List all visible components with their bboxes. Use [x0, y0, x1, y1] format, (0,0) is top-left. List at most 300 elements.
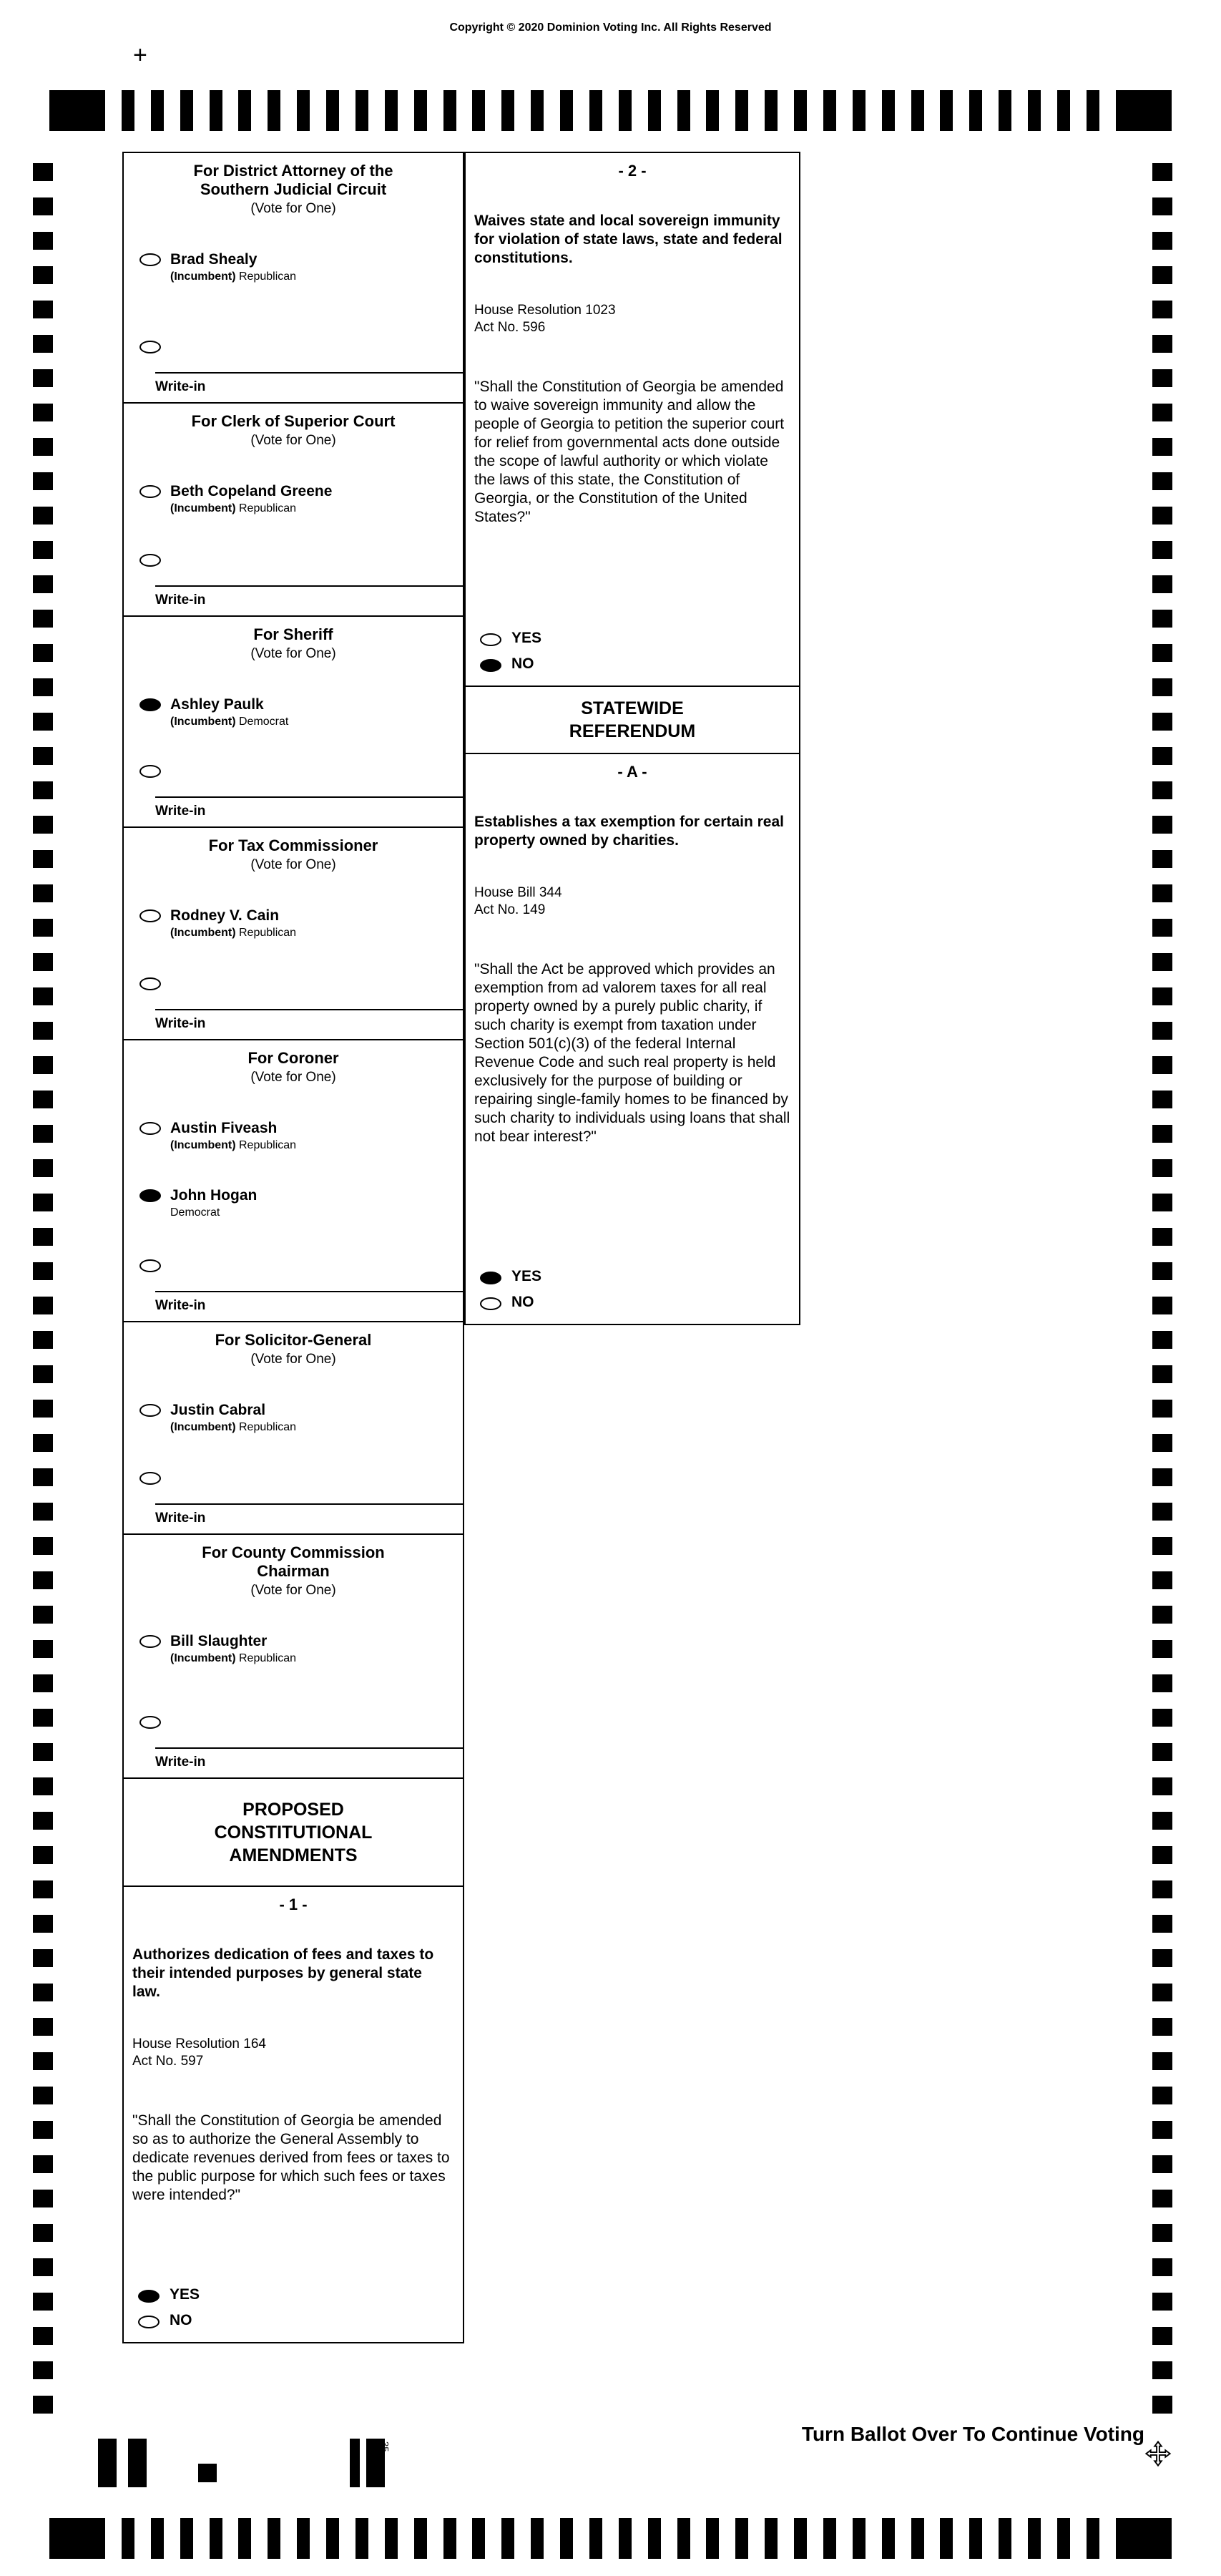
timing-mark	[443, 2518, 456, 2559]
timing-mark	[33, 1674, 53, 1692]
contest-title-line: For Clerk of Superior Court	[191, 412, 396, 430]
option-label: NO	[511, 1294, 534, 1310]
measure-box	[464, 753, 800, 1325]
timing-mark	[33, 1331, 53, 1349]
candidate-option[interactable]	[124, 1402, 463, 1435]
timing-mark	[1152, 678, 1172, 696]
contest-title	[142, 162, 444, 199]
vote-oval[interactable]	[480, 1297, 501, 1310]
candidate-name: Beth Copeland Greene	[170, 483, 333, 499]
timing-mark	[1087, 90, 1099, 131]
timing-mark	[1152, 2327, 1172, 2345]
contest-title-line: For District Attorney of the	[193, 162, 393, 180]
timing-mark	[1152, 747, 1172, 765]
timing-mark	[33, 850, 53, 868]
timing-mark	[969, 90, 982, 131]
timing-mark	[823, 2518, 836, 2559]
timing-mark	[33, 2121, 53, 2139]
timing-mark	[33, 232, 53, 250]
timing-mark	[1152, 1434, 1172, 1452]
measure-option[interactable]	[466, 1294, 799, 1311]
party-label: Republican	[239, 1139, 297, 1151]
stub-mark	[198, 2464, 217, 2482]
timing-mark	[1152, 2396, 1172, 2414]
measure-number: - 1 -	[279, 1896, 308, 1913]
candidate-detail	[170, 1206, 257, 1220]
measure-box	[464, 152, 800, 687]
timing-mark	[940, 90, 953, 131]
timing-mark	[1152, 1022, 1172, 1040]
candidate-text	[170, 483, 332, 516]
timing-mark	[1028, 90, 1041, 131]
party-label: Republican	[239, 927, 297, 939]
section-header-line: PROPOSED	[242, 1799, 344, 1820]
contest-title	[142, 1543, 444, 1581]
timing-mark	[882, 2518, 895, 2559]
timing-mark	[33, 1606, 53, 1624]
timing-mark	[33, 1743, 53, 1761]
timing-mark	[151, 90, 164, 131]
write-in-line[interactable]	[155, 1503, 463, 1505]
stub-number: 35	[380, 2441, 391, 2452]
timing-mark	[414, 2518, 427, 2559]
timing-mark	[1152, 2224, 1172, 2242]
contest-title	[142, 836, 444, 855]
vote-for-instruction: (Vote for One)	[250, 1352, 336, 1367]
write-in-line[interactable]	[155, 1009, 463, 1010]
timing-mark	[1152, 816, 1172, 834]
contest-title-line: For Solicitor-General	[215, 1331, 372, 1349]
measure-option[interactable]	[124, 2312, 463, 2329]
timing-mark	[911, 90, 924, 131]
timing-mark	[1152, 541, 1172, 559]
timing-mark	[1152, 404, 1172, 421]
timing-mark	[1152, 2258, 1172, 2276]
option-label: YES	[511, 1268, 542, 1284]
timing-mark	[1152, 1159, 1172, 1177]
timing-mark	[33, 197, 53, 215]
contest-title	[142, 1049, 444, 1068]
write-in-oval[interactable]	[139, 1259, 161, 1272]
timing-mark	[472, 2518, 485, 2559]
measure-option[interactable]	[466, 1268, 799, 1285]
timing-mark	[33, 1640, 53, 1658]
vote-oval[interactable]	[138, 2290, 160, 2303]
timing-block	[49, 2518, 105, 2559]
contest-title-line: Chairman	[257, 1562, 330, 1580]
vote-oval[interactable]	[138, 2316, 160, 2328]
timing-mark	[33, 953, 53, 971]
timing-mark	[33, 1022, 53, 1040]
measure-reference-line: Act No. 149	[474, 902, 546, 917]
candidate-text	[170, 696, 288, 729]
copyright-text: Copyright © 2020 Dominion Voting Inc. All Rights Reserved	[449, 21, 772, 34]
contest-box	[122, 615, 464, 828]
write-in-oval[interactable]	[139, 977, 161, 990]
contest-box	[122, 1533, 464, 1779]
timing-mark	[180, 90, 193, 131]
timing-mark	[33, 404, 53, 421]
vote-oval[interactable]	[139, 1404, 161, 1417]
timing-mark	[531, 2518, 544, 2559]
timing-mark	[33, 987, 53, 1005]
section-header-line: STATEWIDE	[581, 698, 684, 718]
timing-mark	[1152, 301, 1172, 318]
timing-mark	[1152, 1400, 1172, 1418]
timing-mark	[1152, 2052, 1172, 2070]
timing-mark	[33, 438, 53, 456]
measure-question: "Shall the Constitution of Georgia be amended to waive sovereign immunity and allow the people of Georgia to petition the superior court for relief from governmental acts done outside the scope of lawful authority or which violate the laws of this state, the Constitution of Georgia, or the Constitution of the United States?"	[474, 379, 785, 525]
option-label: NO	[511, 655, 534, 672]
timing-mark	[33, 472, 53, 490]
candidate-option[interactable]	[124, 483, 463, 516]
vote-oval[interactable]	[480, 659, 501, 672]
contest-title-line: For Tax Commissioner	[208, 836, 378, 854]
timing-mark	[326, 2518, 339, 2559]
timing-mark	[33, 1709, 53, 1727]
timing-block	[49, 90, 105, 131]
contest-title-line: For County Commission	[202, 1543, 385, 1561]
measure-options	[466, 1268, 799, 1319]
timing-mark	[1152, 644, 1172, 662]
timing-mark	[33, 1468, 53, 1486]
candidate-text	[170, 907, 296, 940]
measure-reference-line: House Bill 344	[474, 885, 562, 900]
timing-mark	[385, 90, 398, 131]
timing-mark	[151, 2518, 164, 2559]
timing-mark	[33, 1880, 53, 1898]
contest-box	[122, 1321, 464, 1535]
timing-mark	[1152, 1777, 1172, 1795]
timing-mark	[268, 90, 280, 131]
contest-box	[122, 152, 464, 404]
turn-ballot-instruction: Turn Ballot Over To Continue Voting	[801, 2423, 1144, 2445]
timing-marks-bottom	[49, 2518, 1172, 2559]
timing-mark	[33, 1949, 53, 1967]
timing-mark	[1152, 1709, 1172, 1727]
timing-mark	[1152, 575, 1172, 593]
timing-mark	[33, 644, 53, 662]
timing-mark	[33, 2224, 53, 2242]
contest-title	[142, 1331, 444, 1350]
timing-mark	[33, 2258, 53, 2276]
timing-mark	[1057, 90, 1070, 131]
measure-reference-line: House Resolution 1023	[474, 303, 616, 318]
stub-mark	[350, 2439, 360, 2487]
timing-mark	[1152, 2018, 1172, 2036]
timing-mark	[1152, 2087, 1172, 2104]
timing-mark	[1152, 1915, 1172, 1933]
candidate-name: Justin Cabral	[170, 1402, 266, 1418]
vote-oval[interactable]	[139, 1122, 161, 1135]
candidate-name: Brad Shealy	[170, 251, 258, 268]
candidate-detail	[170, 270, 296, 284]
measure-reference	[474, 302, 789, 336]
write-in-label: Write-in	[155, 1755, 206, 1770]
option-label: YES	[170, 2286, 200, 2303]
timing-mark	[560, 90, 573, 131]
write-in-line[interactable]	[155, 1291, 463, 1292]
timing-mark	[238, 2518, 251, 2559]
candidate-option[interactable]	[124, 251, 463, 284]
timing-mark	[33, 163, 53, 181]
timing-mark	[326, 90, 339, 131]
timing-mark	[33, 1194, 53, 1211]
measure-option[interactable]	[124, 2286, 463, 2303]
timing-mark	[33, 1365, 53, 1383]
timing-mark	[33, 816, 53, 834]
timing-mark	[589, 2518, 602, 2559]
timing-mark	[297, 90, 310, 131]
timing-mark	[501, 2518, 514, 2559]
candidate-name: Rodney V. Cain	[170, 907, 280, 924]
timing-mark	[210, 2518, 222, 2559]
timing-mark	[1152, 919, 1172, 937]
candidate-detail	[170, 1420, 296, 1435]
timing-mark	[1152, 507, 1172, 525]
timing-mark	[969, 2518, 982, 2559]
timing-mark	[1152, 2155, 1172, 2173]
measure-option[interactable]	[466, 630, 799, 647]
write-in-oval[interactable]	[139, 1716, 161, 1729]
timing-mark	[355, 2518, 368, 2559]
contest-title-line: Southern Judicial Circuit	[200, 180, 387, 198]
write-in-oval[interactable]	[139, 1472, 161, 1485]
candidate-text	[170, 251, 296, 284]
timing-mark	[238, 90, 251, 131]
vote-oval[interactable]	[139, 1635, 161, 1648]
timing-mark	[268, 2518, 280, 2559]
write-in-label: Write-in	[155, 804, 206, 819]
timing-mark	[33, 301, 53, 318]
timing-mark	[1152, 1331, 1172, 1349]
contest-title-line: For Sheriff	[253, 625, 333, 643]
timing-mark	[706, 90, 719, 131]
option-label: YES	[511, 630, 542, 646]
timing-mark	[619, 90, 632, 131]
vote-oval[interactable]	[139, 909, 161, 922]
candidate-text	[170, 1633, 296, 1666]
ballot-column-right	[464, 152, 800, 1325]
measure-summary: Waives state and local sovereign immunity for violation of state laws, state and federal constitutions.	[474, 213, 783, 266]
timing-mark	[765, 90, 778, 131]
timing-mark	[414, 90, 427, 131]
timing-mark	[33, 781, 53, 799]
party-label: Democrat	[170, 1206, 220, 1219]
contest-box	[122, 1039, 464, 1322]
timing-mark	[33, 713, 53, 731]
timing-mark	[735, 2518, 748, 2559]
timing-mark	[33, 884, 53, 902]
timing-mark	[33, 1400, 53, 1418]
timing-mark	[33, 678, 53, 696]
measure-number: - 2 -	[618, 162, 647, 180]
contest-box	[122, 826, 464, 1040]
timing-mark	[1152, 1056, 1172, 1074]
timing-block	[1116, 2518, 1172, 2559]
candidate-text	[170, 1402, 296, 1435]
timing-mark	[33, 919, 53, 937]
timing-mark	[1152, 1571, 1172, 1589]
timing-block	[1116, 90, 1172, 131]
measure-reference	[474, 884, 789, 919]
timing-mark	[1152, 2190, 1172, 2207]
measure-summary: Authorizes dedication of fees and taxes to their intended purposes by general state law.	[132, 1946, 434, 2000]
candidate-text	[170, 1120, 296, 1153]
timing-mark	[33, 2293, 53, 2311]
vote-oval[interactable]	[139, 1189, 161, 1202]
write-in-oval[interactable]	[139, 554, 161, 567]
timing-mark	[882, 90, 895, 131]
timing-mark	[1152, 884, 1172, 902]
timing-mark	[122, 2518, 134, 2559]
timing-mark	[1152, 1297, 1172, 1314]
write-in-label: Write-in	[155, 379, 206, 394]
timing-mark	[911, 2518, 924, 2559]
timing-mark	[501, 90, 514, 131]
vote-oval[interactable]	[139, 485, 161, 498]
timing-mark	[355, 90, 368, 131]
candidate-detail	[170, 1652, 296, 1666]
timing-mark	[999, 2518, 1011, 2559]
section-header-line: REFERENDUM	[569, 721, 696, 741]
candidate-option[interactable]	[124, 1187, 463, 1220]
timing-mark	[33, 2327, 53, 2345]
timing-mark	[33, 1571, 53, 1589]
timing-mark	[297, 2518, 310, 2559]
timing-mark	[823, 90, 836, 131]
option-label: NO	[170, 2312, 192, 2328]
timing-mark	[999, 90, 1011, 131]
timing-mark	[1152, 1228, 1172, 1246]
timing-mark	[1152, 1674, 1172, 1692]
timing-mark	[33, 266, 53, 284]
timing-mark	[940, 2518, 953, 2559]
timing-mark	[33, 2361, 53, 2379]
timing-mark	[33, 2018, 53, 2036]
timing-mark	[1152, 953, 1172, 971]
timing-mark	[1152, 1503, 1172, 1521]
measure-reference-line: House Resolution 164	[132, 2036, 266, 2051]
section-header-line: CONSTITUTIONAL	[214, 1822, 373, 1843]
candidate-text	[170, 1187, 257, 1220]
ballot-column-left	[122, 152, 464, 2343]
candidate-option[interactable]	[124, 1120, 463, 1153]
timing-mark	[1152, 713, 1172, 731]
timing-mark	[1152, 266, 1172, 284]
vote-oval[interactable]	[139, 253, 161, 266]
incumbent-label: (Incumbent)	[170, 1139, 236, 1151]
write-in-line[interactable]	[155, 1747, 463, 1749]
vote-for-instruction: (Vote for One)	[250, 433, 336, 448]
candidate-option[interactable]	[124, 1633, 463, 1666]
timing-mark	[853, 2518, 866, 2559]
measure-options	[466, 630, 799, 681]
timing-mark	[1152, 1846, 1172, 1864]
timing-mark	[1152, 781, 1172, 799]
timing-mark	[33, 507, 53, 525]
vote-for-instruction: (Vote for One)	[250, 1583, 336, 1598]
incumbent-label: (Incumbent)	[170, 502, 236, 514]
candidate-name: Ashley Paulk	[170, 696, 264, 713]
contest-title-line: For Coroner	[247, 1049, 339, 1067]
timing-mark	[33, 575, 53, 593]
timing-mark	[1152, 1812, 1172, 1830]
write-in-label: Write-in	[155, 1511, 206, 1526]
vote-for-instruction: (Vote for One)	[250, 1070, 336, 1085]
vote-oval[interactable]	[139, 698, 161, 711]
timing-marks-top	[49, 90, 1172, 131]
timing-mark	[1152, 610, 1172, 628]
candidate-option[interactable]	[124, 696, 463, 729]
timing-mark	[1087, 2518, 1099, 2559]
write-in-oval[interactable]	[139, 765, 161, 778]
party-label: Democrat	[239, 716, 289, 728]
timing-mark	[648, 2518, 661, 2559]
timing-mark	[33, 610, 53, 628]
party-label: Republican	[239, 502, 297, 514]
timing-mark	[33, 2155, 53, 2173]
timing-mark	[33, 369, 53, 387]
timing-mark	[706, 2518, 719, 2559]
registration-plus-mark: +	[133, 42, 147, 69]
stub-mark	[98, 2439, 117, 2487]
timing-mark	[560, 2518, 573, 2559]
write-in-line[interactable]	[155, 585, 463, 587]
timing-mark	[1152, 197, 1172, 215]
vote-oval[interactable]	[480, 1272, 501, 1284]
timing-mark	[33, 1537, 53, 1555]
party-label: Republican	[239, 270, 297, 283]
candidate-detail	[170, 715, 288, 729]
measure-options	[124, 2286, 463, 2338]
measure-reference-line: Act No. 597	[132, 2054, 204, 2069]
timing-mark	[1152, 850, 1172, 868]
timing-mark	[531, 90, 544, 131]
timing-mark	[472, 90, 485, 131]
timing-mark	[33, 1228, 53, 1246]
incumbent-label: (Incumbent)	[170, 1652, 236, 1664]
write-in-line[interactable]	[155, 796, 463, 798]
timing-mark	[1152, 2293, 1172, 2311]
timing-mark	[33, 1297, 53, 1314]
write-in-label: Write-in	[155, 592, 206, 608]
write-in-oval[interactable]	[139, 341, 161, 353]
candidate-detail	[170, 926, 296, 940]
vote-oval[interactable]	[480, 633, 501, 646]
stub-mark	[128, 2439, 147, 2487]
incumbent-label: (Incumbent)	[170, 716, 236, 728]
measure-option[interactable]	[466, 655, 799, 673]
timing-mark	[385, 2518, 398, 2559]
timing-mark	[648, 90, 661, 131]
timing-mark	[33, 2396, 53, 2414]
vote-for-instruction: (Vote for One)	[250, 201, 336, 216]
timing-mark	[589, 90, 602, 131]
timing-mark	[794, 90, 807, 131]
vote-for-instruction: (Vote for One)	[250, 857, 336, 872]
candidate-detail	[170, 1138, 296, 1153]
write-in-line[interactable]	[155, 372, 463, 374]
timing-mark	[33, 1125, 53, 1143]
section-header	[464, 686, 800, 754]
timing-mark	[33, 2190, 53, 2207]
candidate-option[interactable]	[124, 907, 463, 940]
timing-mark	[33, 1984, 53, 2001]
timing-mark	[1152, 1125, 1172, 1143]
timing-mark	[33, 1846, 53, 1864]
timing-mark	[33, 1056, 53, 1074]
